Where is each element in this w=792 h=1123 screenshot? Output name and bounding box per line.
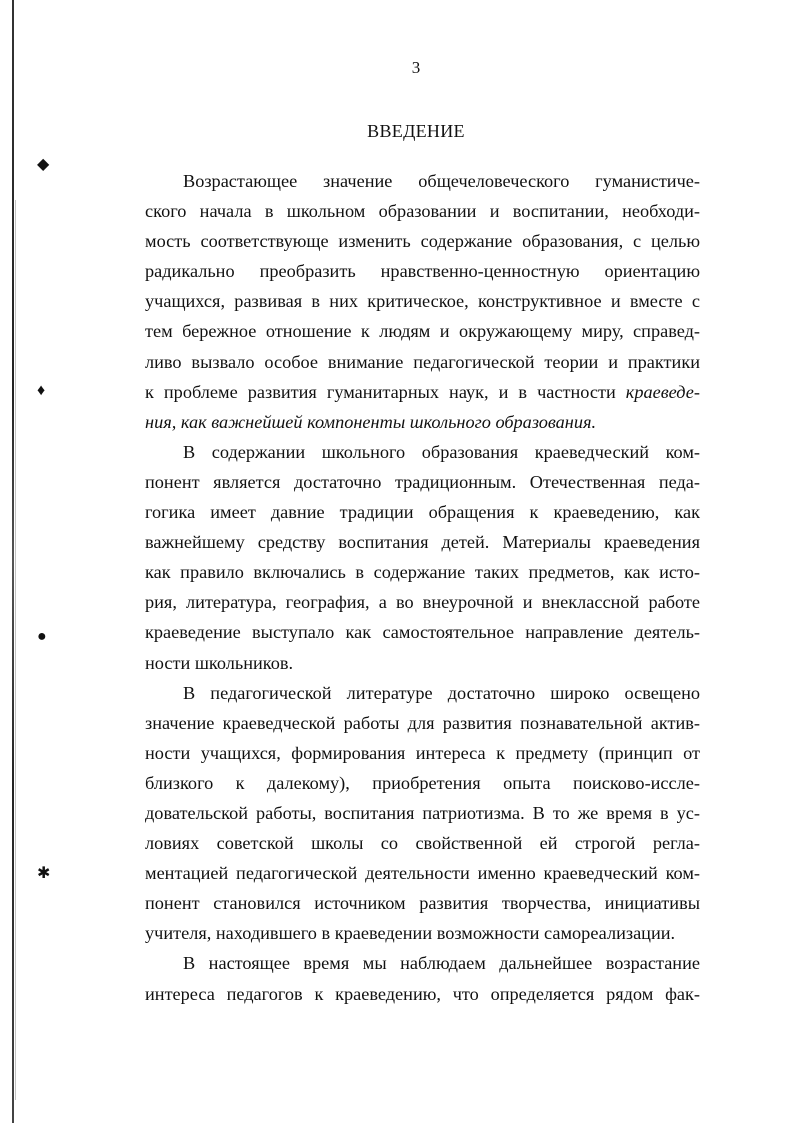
page-number: 3 [411, 58, 421, 77]
text-line: довательской работы, воспитания патриотизма. В то же время в ус- [145, 802, 700, 823]
text-line: интереса педагогов к краеведению, что определяется рядом фак- [145, 983, 700, 1004]
text-line: значение краеведческой работы для развития познавательной актив- [145, 712, 700, 733]
text-line: рия, литература, география, а во внеурочной и внеклассной работе [145, 592, 700, 613]
text-line: краеведение выступало как самостоятельное направление деятель- [145, 622, 700, 643]
text-line: ности школьников. [145, 652, 294, 673]
text-line: гогика имеет давние традиции обращения к краеведению, как [145, 502, 700, 523]
text-line: учащихся, развивая в них критическое, конструктивное и вместе с [145, 291, 700, 312]
text-line: В педагогической литературе достаточно широко освещено [183, 682, 700, 703]
margin-mark: ♦ [37, 382, 46, 399]
italic-fragment: краеведе- [625, 381, 700, 402]
text-line: Возрастающее значение общечеловеческого гуманистиче- [183, 171, 700, 191]
page-title: ВВЕДЕНИЕ [367, 121, 465, 141]
scan-binding-shadow [15, 200, 16, 1100]
text-line: ния, как важнейшей компоненты школьного образования. [145, 411, 597, 432]
text-line: важнейшему средству воспитания детей. Материалы краеведения [145, 532, 700, 553]
text-line: близкого к далекому), приобретения опыта поисково-иссле- [145, 772, 700, 793]
text-line: как правило включались в содержание таких предметов, как исто- [145, 562, 700, 583]
text-line: понент является достаточно традиционным. Отечественная педа- [145, 471, 700, 492]
text-line: понент становился источником развития творчества, инициативы [145, 893, 700, 914]
text-line: В содержании школьного образования краеведческий ком- [183, 441, 700, 462]
text-line: мость соответствующе изменить содержание образования, с целью [145, 231, 700, 252]
text-line: ловиях советской школы со свойственной ей строгой регла- [145, 833, 700, 854]
text-line: ского начала в школьном образовании и воспитании, необходи- [145, 201, 700, 222]
margin-mark: ● [37, 628, 47, 645]
scan-binding-edge [12, 0, 14, 1123]
text-line: ментацией педагогической деятельности именно краеведческий ком- [145, 863, 700, 884]
text-line: В настоящее время мы наблюдаем дальнейшее возрастание [183, 953, 700, 974]
text-fragment: к проблеме развития гуманитарных наук, и в частности [145, 381, 616, 402]
text-line: учителя, находившего в краеведении возможности самореализации. [145, 923, 676, 944]
body-text [145, 166, 700, 1009]
text-line-with-italic [145, 377, 700, 407]
margin-mark: ◆ [37, 156, 50, 173]
text-line: радикально преобразить нравственно-ценностную ориентацию [145, 261, 700, 282]
margin-mark: ✱ [37, 865, 51, 882]
text-line: ности учащихся, формирования интереса к предмету (принцип от [145, 742, 700, 763]
text-line: ливо вызвало особое внимание педагогической теории и практики [145, 351, 700, 372]
text-line: тем бережное отношение к людям и окружающему миру, справед- [145, 321, 700, 342]
